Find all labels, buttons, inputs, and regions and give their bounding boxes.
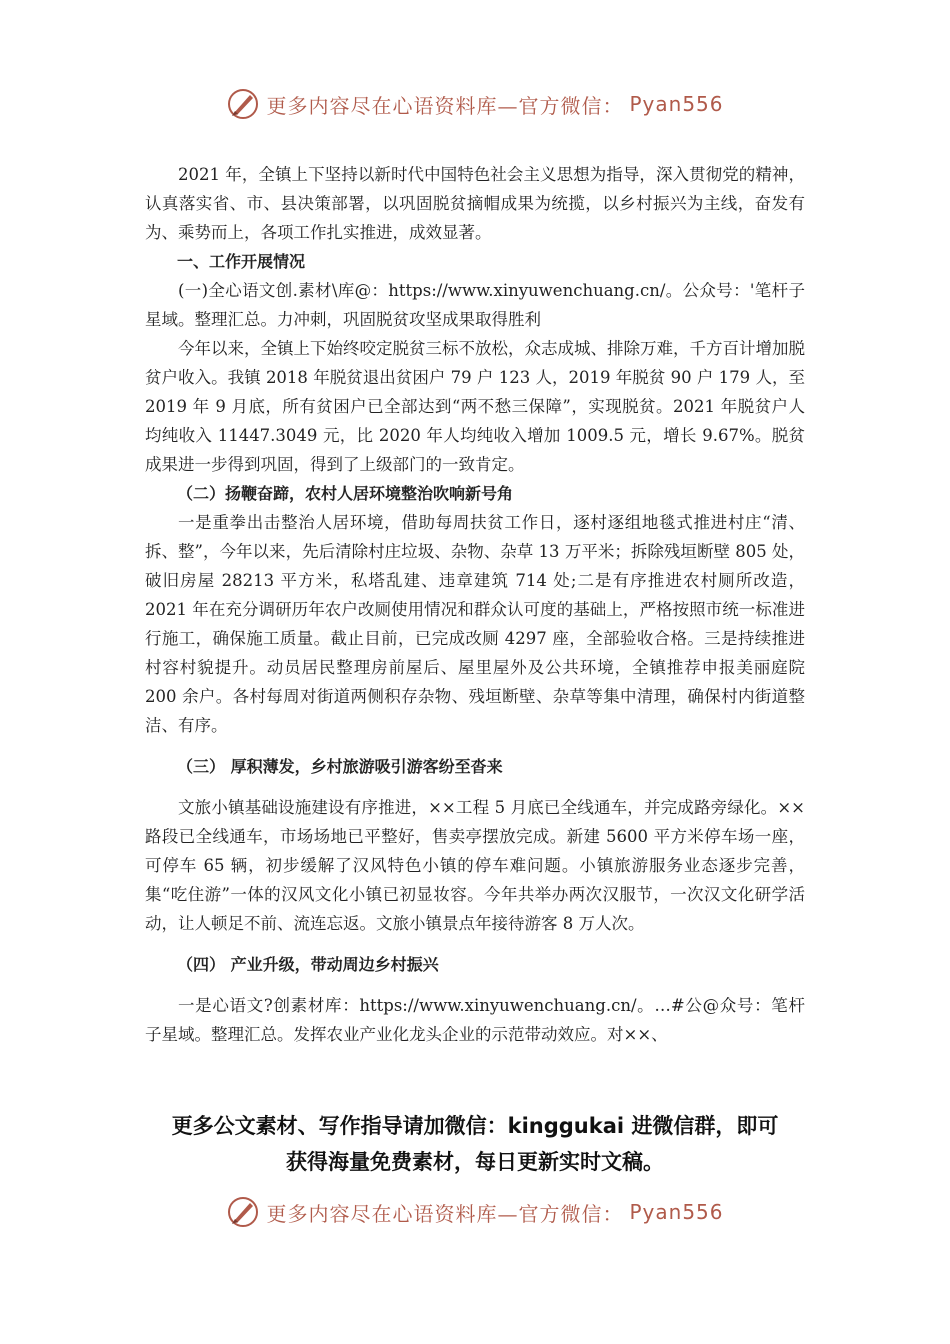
top-banner — [0, 84, 950, 124]
pen-logo-icon — [226, 1195, 260, 1229]
subsection-heading-1: (一)全心语文创.素材\库@：https://www.xinyuwenchuang.cn/。公众号：'笔杆子星域。整理汇总。力冲刺，巩固脱贫攻坚成果取得胜利 — [145, 281, 805, 329]
subsection-heading-4: （四） 产业升级，带动周边乡村振兴 — [177, 955, 439, 974]
banner-wechat-id: Pyan556 — [629, 1200, 724, 1224]
banner-wechat-id: Pyan556 — [629, 92, 724, 116]
banner-site-text: 更多内容尽在心语资料库—官方微信： — [266, 93, 624, 118]
paragraph-industry: 一是心语文?创素材库：https://www.xinyuwenchuang.cn/。…#公@众号：笔杆子星域。整理汇总。发挥农业产业化龙头企业的示范带动效应。对××、 — [145, 996, 805, 1044]
promo-line-2: 获得海量免费素材，每日更新实时文稿。 — [286, 1150, 664, 1174]
promo-notice — [0, 1108, 950, 1180]
subsection-heading-3: （三） 厚积薄发，乡村旅游吸引游客纷至沓来 — [177, 757, 503, 776]
section-heading-1: 一、工作开展情况 — [177, 252, 306, 271]
promo-line-1: 更多公文素材、写作指导请加微信：kinggukai 进微信群，即可 — [171, 1114, 779, 1138]
banner-site-text: 更多内容尽在心语资料库—官方微信： — [266, 1201, 624, 1226]
document-body — [145, 160, 805, 1049]
paragraph-tourism: 文旅小镇基础设施建设有序推进，××工程 5 月底已全线通车，并完成路旁绿化。××路段已全线通车，市场场地已平整好，售卖亭摆放完成。新建 5600 平方米停车场一座，可停车 65 辆，初步缓解了汉风特色小镇的停车难问题。小镇旅游服务业态逐步完善，集“吃住游”一体的汉风文化小镇已初显妆容。今年共举办两次汉服节，一次汉文化研学活动，让人顿足不前、流连忘返。文旅小镇景点年接待游客 8 万人次。 — [145, 798, 805, 933]
paragraph-environment: 一是重拳出击整治人居环境，借助每周扶贫工作日，逐村逐组地毯式推进村庄“清、拆、整”，今年以来，先后清除村庄垃圾、杂物、杂草 13 万平米；拆除残垣断壁 805 处，破旧房屋 28213 平方米，私塔乱建、违章建筑 714 处;二是有序推进农村厕所改造，2021 年在充分调研历年农户改厕使用情况和群众认可度的基础上，严格按照市统一标准进行施工，确保施工质量。截止目前，已完成改厕 4297 座，全部验收合格。三是持续推进村容村貌提升。动员居民整理房前屋后、屋里屋外及公共环境，全镇推荐申报美丽庭院 200 余户。各村每周对街道两侧积存杂物、残垣断壁、杂草等集中清理，确保村内街道整洁、有序。 — [145, 513, 805, 735]
paragraph-poverty: 今年以来，全镇上下始终咬定脱贫三标不放松，众志成城、排除万难，千方百计增加脱贫户收入。我镇 2018 年脱贫退出贫困户 79 户 123 人，2019 年脱贫 90 户 179 人，至 2019 年 9 月底，所有贫困户已全部达到“两不愁三保障”，实现脱贫。2021 年脱贫户人均纯收入 11447.3049 元，比 2020 年人均纯收入增加 1009.5 元，增长 9.67%。脱贫成果进一步得到巩固，得到了上级部门的一致肯定。 — [145, 339, 805, 474]
bottom-banner — [0, 1192, 950, 1232]
intro-paragraph: 2021 年，全镇上下坚持以新时代中国特色社会主义思想为指导，深入贯彻党的精神，认真落实省、市、县决策部署，以巩固脱贫摘帽成果为统揽，以乡村振兴为主线，奋发有为、乘势而上，各项工作扎实推进，成效显著。 — [145, 165, 805, 242]
pen-logo-icon — [226, 87, 260, 121]
subsection-heading-2: （二）扬鞭奋蹄，农村人居环境整治吹响新号角 — [177, 484, 514, 503]
